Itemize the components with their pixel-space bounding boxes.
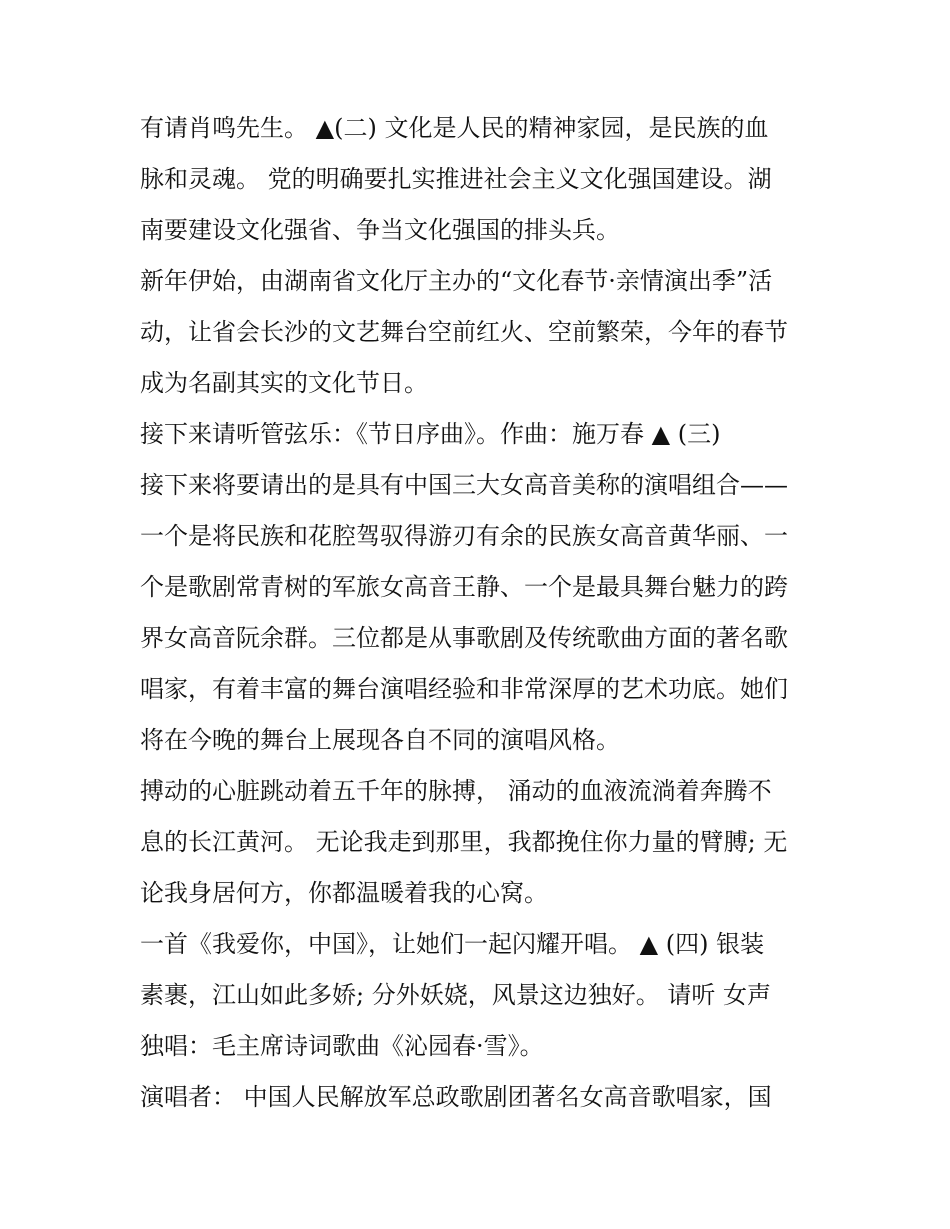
text-line: 唱家，有着丰富的舞台演唱经验和非常深厚的艺术功底。她们 <box>140 675 788 703</box>
text-line: 演唱者： 中国人民解放军总政歌剧团著名女高音歌唱家，国 <box>140 1083 772 1111</box>
text-line: 息的长江黄河。 无论我走到那里，我都挽住你力量的臂膊; 无 <box>140 828 788 856</box>
text-line: 将在今晚的舞台上展现各自不同的演唱风格。 <box>140 726 620 754</box>
text-line: 搏动的心脏跳动着五千年的脉搏， 涌动的血液流淌着奔腾不 <box>140 777 772 805</box>
text-line: 有请肖鸣先生。 ▲(二) 文化是人民的精神家园，是民族的血 <box>140 114 769 142</box>
document-body <box>140 103 820 1123</box>
text-line: 一首《我爱你，中国》，让她们一起闪耀开唱。 ▲ (四) 银装 <box>140 930 765 958</box>
text-line: 素裹，江山如此多娇; 分外妖娆，风景这边独好。 请听 女声 <box>140 981 771 1009</box>
text-line: 动，让省会长沙的文艺舞台空前红火、空前繁荣，今年的春节 <box>140 318 788 346</box>
text-line: 论我身居何方，你都温暖着我的心窝。 <box>140 879 548 907</box>
text-line: 接下来将要请出的是具有中国三大女高音美称的演唱组合—— <box>140 471 788 499</box>
text-line: 成为名副其实的文化节日。 <box>140 369 428 397</box>
text-line: 新年伊始，由湖南省文化厅主办的“文化春节·亲情演出季”活 <box>140 267 773 295</box>
text-line: 独唱：毛主席诗词歌曲《沁园春·雪》。 <box>140 1032 544 1060</box>
text-line: 南要建设文化强省、争当文化强国的排头兵。 <box>140 216 620 244</box>
text-line: 接下来请听管弦乐：《节日序曲》。作曲：施万春 ▲ (三) <box>140 420 721 448</box>
text-line: 脉和灵魂。 党的明确要扎实推进社会主义文化强国建设。湖 <box>140 165 772 193</box>
text-line: 一个是将民族和花腔驾驭得游刃有余的民族女高音黄华丽、一 <box>140 522 788 550</box>
text-line: 个是歌剧常青树的军旅女高音王静、一个是最具舞台魅力的跨 <box>140 573 788 601</box>
text-line: 界女高音阮余群。三位都是从事歌剧及传统歌曲方面的著名歌 <box>140 624 788 652</box>
